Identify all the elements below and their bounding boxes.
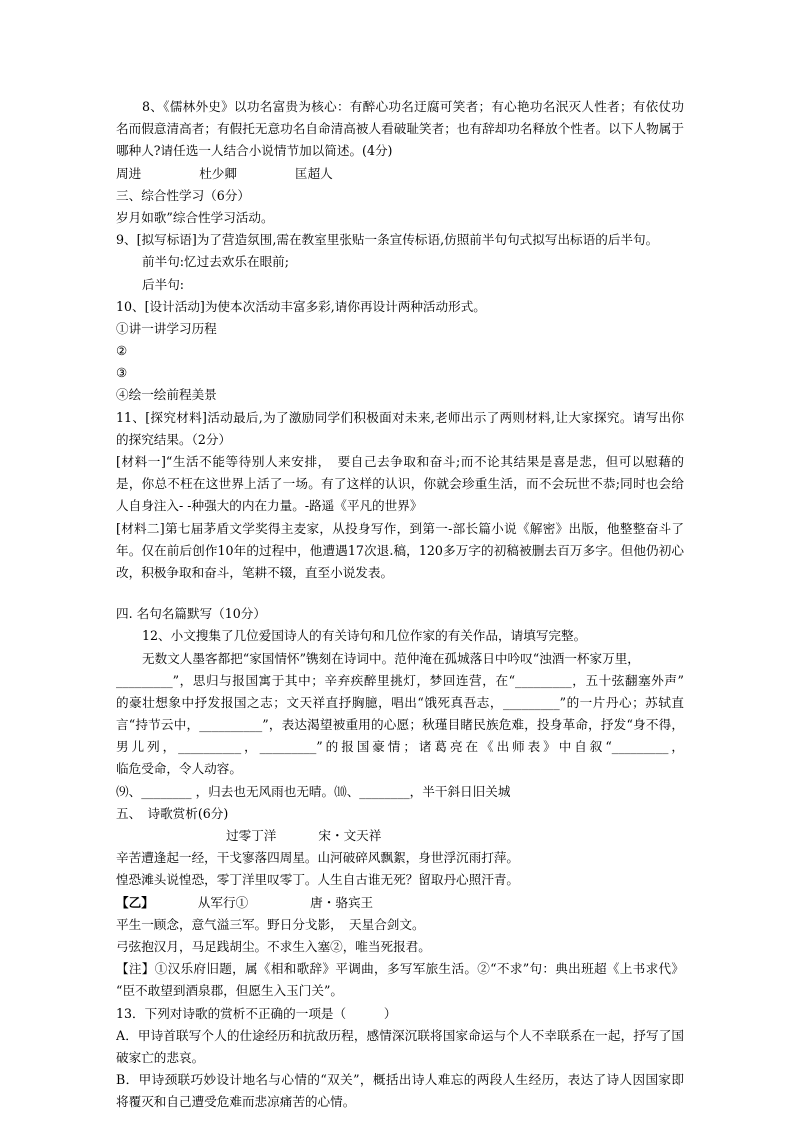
character-name: 匡超人 — [294, 165, 333, 181]
poem-a-author: 宋・文天祥 — [318, 828, 382, 843]
section-4-heading: 四. 名句名篇默写（10分） — [116, 606, 266, 622]
character-name: 周进 — [116, 165, 142, 181]
q9-line-1: 9、[拟写标语]为了营造氛围,需在教室里张贴一条宣传标语,仿照前半句句式拟写出标语的后半句。 — [116, 232, 659, 248]
q8-character-names — [116, 163, 684, 185]
poem-b-title: 从军行① — [197, 894, 249, 910]
character-name: 杜少卿 — [199, 165, 237, 181]
poem-b-header — [116, 892, 684, 914]
q10-item-4: ④绘一绘前程美景 — [116, 387, 217, 403]
q9-back-half: 后半句: — [142, 276, 185, 292]
q11-material-2-line-1: [材料二]第七届茅盾文学奖得主麦家，从投身写作，到第一-部长篇小说《解密》出版，他整整奋斗了 — [116, 520, 684, 536]
q12-line-6: 男儿列，__________，_________”的报国豪情；诸葛亮在《出师表》中自叙“_________， — [116, 739, 684, 755]
note-line-2: “臣不敢望到酒泉郡，但愿生入玉门关”。 — [116, 983, 343, 999]
q13-option-b-line-2: 将覆灭和自己遭受危难而悲凉痛苦的心情。 — [116, 1094, 356, 1110]
note-line-1: 【注】①汉乐府旧题，属《相和歌辞》平调曲，多写军旅生活。②“不求”句：典出班超《上书求代》 — [116, 961, 684, 977]
q13-option-a-line-2: 破家亡的悲哀。 — [116, 1049, 205, 1065]
q11-material-2-line-3: 改，积极争取和奋斗，笔耕不辍，直至小说发表。 — [116, 564, 394, 580]
q10-item-2: ② — [116, 343, 128, 359]
q11-material-1-line-3: 人自身注入- -种强大的内在力量。-路遥《平凡的世界》 — [116, 498, 423, 514]
q12-line-2: 无数文人墨客都把“家国情怀”镌刻在诗词中。范仲淹在孤城落日中吟叹“浊酒一杯家万里， — [142, 650, 640, 666]
q12-line-7: 临危受命，令人动容。 — [116, 761, 242, 777]
section-5-heading: 五、 诗歌赏析(6分) — [116, 805, 229, 821]
q11-line-1: 11、[探究材料]活动最后,为了激励同学们积极面对未来,老师出示了两则材料,让大家探究。请写出你 — [116, 409, 684, 425]
exam-page — [116, 96, 684, 1113]
spacer — [116, 584, 684, 603]
poem-b-author: 唐・骆宾王 — [310, 894, 374, 910]
q8-line-2: 名而假意清高者；有假托无意功名自命清高被人看破耻笑者；也有辞却功名释放个性者。以下人物属于 — [116, 121, 684, 137]
q12-line-4: 的豪壮想象中抒发报国之志；文天祥直抒胸臆，唱出“饿死真吾志，_________”的一片丹心；苏轼直 — [116, 694, 684, 710]
poem-a-title: 过零丁洋 — [226, 828, 277, 843]
poem-a-line-1: 辛苦遭逢起一经，干戈寥落四周星。山河破碎风飘絮，身世浮沉雨打萍。 — [116, 850, 519, 866]
poem-b-line-1: 平生一顾念，意气溢三军。野日分戈影， 天星合剑文。 — [116, 916, 425, 932]
q13-option-b-line-1: B．甲诗颈联巧妙设计地名与心情的“双关”，概括出诗人难忘的两段人生经历，表达了诗人因国家即 — [116, 1072, 684, 1088]
q9-front-half: 前半句:忆过去欢乐在眼前; — [142, 254, 290, 270]
q12-line-8: ⑼、________ ，归去也无风雨也无晴。⑽、________，半干斜日旧关城 — [116, 783, 511, 799]
q8-line-1: 8、《儒林外史》以功名富贵为核心：有醉心功名迂腐可笑者；有心艳功名泯灭人性者；有依仗功 — [142, 99, 684, 114]
q12-line-5: 言“持节云中，__________”，表达渴望被重用的心愿；秋瑾目睹民族危难，投身革命，抒发“身不得， — [116, 717, 684, 733]
q10-line-1: 10、[设计活动]为使本次活动丰富多彩,请你再设计两种活动形式。 — [116, 298, 486, 314]
poem-a-line-2: 惶恐滩头说惶恐，零丁洋里叹零丁。人生自古谁无死？留取丹心照汗青。 — [116, 872, 519, 888]
section-3-heading: 三、综合性学习（6分） — [116, 187, 250, 203]
poem-b-tag: 【乙】 — [116, 894, 154, 910]
poem-a-header — [116, 825, 684, 847]
q11-material-2-line-2: 年。仅在前后创作10年的过程中，他遭遇17次退.稿，120多万字的初稿被删去百万多字。但他仍初心 — [116, 542, 684, 558]
q11-material-1-line-1: [材料一]“生活不能等待别人来安排， 要自己去争取和奋斗;而不论其结果是喜是悲，但可以慰藉的 — [116, 454, 684, 469]
section-3-intro: 岁月如歌”综合性学习活动。 — [116, 209, 274, 225]
poem-b-line-2: 弓弦抱汉月，马足践胡尘。不求生入塞②，唯当死报君。 — [116, 938, 431, 954]
q13-line-1: 13．下列对诗歌的赏析不正确的一项是（ ） — [116, 1005, 397, 1021]
q8-line-3: 哪种人?请任选一人结合小说情节加以简述。(4分) — [116, 143, 393, 159]
q10-item-3: ③ — [116, 365, 128, 381]
q12-line-1: 12、小文搜集了几位爱国诗人的有关诗句和几位作家的有关作品，请填写完整。 — [142, 628, 587, 644]
q13-option-a-line-1: A．甲诗首联写个人的仕途经历和抗敌历程，感情深沉联将国家命运与个人不幸联系在一起，抒写了国 — [116, 1027, 684, 1043]
q12-line-3: _________”，思归与报国寓于其中；辛弃疾醉里挑灯，梦回连营，在“_________，五十弦翻塞外声” — [116, 672, 684, 688]
q11-material-1-line-2: 是，你总不枉在这世界上活了一场。有了这样的认识，你就会珍重生活，而不会玩世不恭;同时也会给 — [116, 476, 684, 492]
q10-item-1: ①讲一讲学习历程 — [116, 320, 217, 336]
q11-line-2: 的探究结果。（2分） — [116, 431, 232, 447]
